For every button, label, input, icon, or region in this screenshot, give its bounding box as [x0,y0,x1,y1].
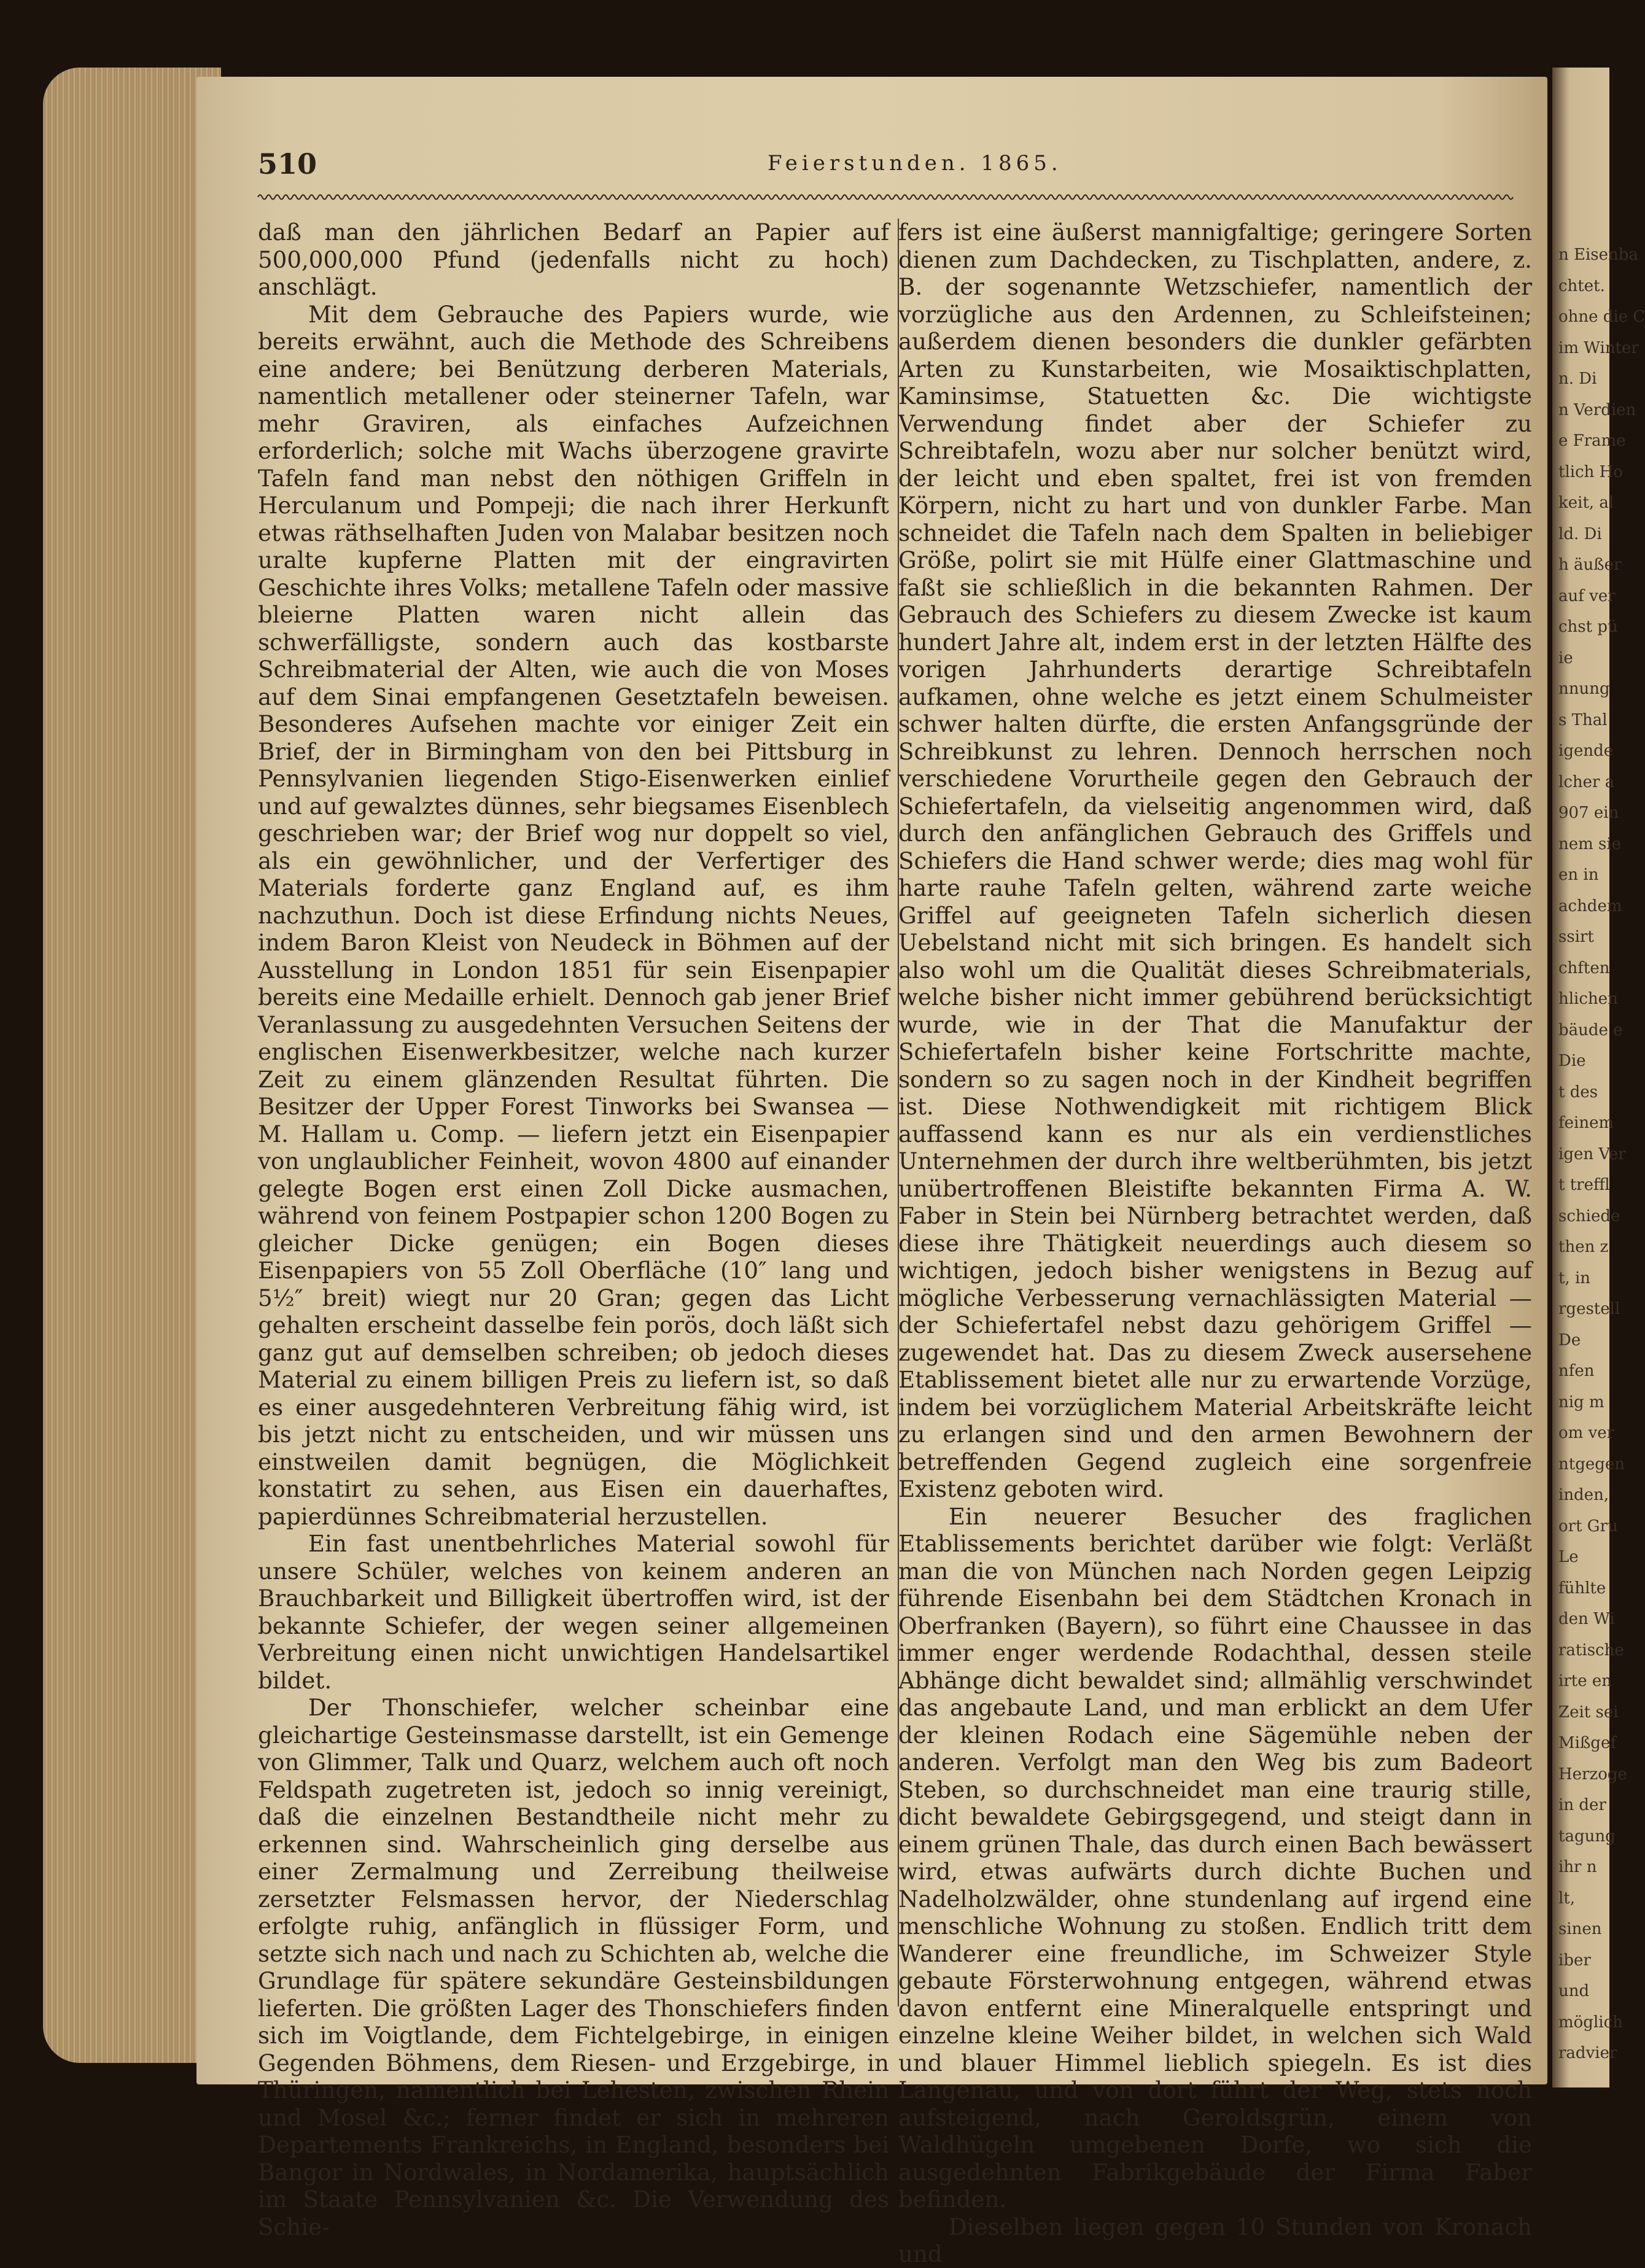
next-page-fragment: om ver [1558,1424,1615,1442]
paragraph: Mit dem Gebrauche des Papiers wurde, wie bereits erwähnt, auch die Methode des Schreibens eine andere; bei Benützung derberen Materials, namentlich metallener oder steinerner Tafeln, war mehr Graviren, als einfaches Aufzeichnen erforderlich; solche mit Wachs überzogene gravirte Tafeln fand man nebst den nöthigen Griffeln in Herculanum und Pompeji; die nach ihrer Herkunft etwas räthselhaften Juden von Malabar besitzen noch uralte kupferne Platten mit der eingravirten Geschichte ihres Volks; metallene Tafeln oder massive bleierne Platten waren nicht allein das schwerfälligste, sondern auch das kostbarste Schreibmaterial der Alten, wie auch die von Moses auf dem Sinai empfangenen Gesetztafeln beweisen. Besonderes Aufsehen machte vor einiger Zeit ein Brief, der in Birmingham von den bei Pittsburg in Pennsylvanien liegenden Stigo-Eisenwerken einlief und auf gewalztes dünnes, sehr biegsames Eisenblech geschrieben war; der Brief wog nur doppelt so viel, als ein gewöhnlicher, und der Verfertiger des Materials forderte ganz England auf, es ihm nachzuthun. Doch ist diese Erfindung nichts Neues, indem Baron Kleist von Neudeck in Böhmen auf der Ausstellung in London 1851 für sein Eisenpapier bereits eine Medaille erhielt. Dennoch gab jener Brief Veranlassung zu ausgedehnten Versuchen Seitens der englischen Eisenwerkbesitzer, welche nach kurzer Zeit zu einem glänzenden Resultat führten. Die Besitzer der Upper Forest Tinworks bei Swansea — M. Hallam u. Comp. — liefern jetzt ein Eisenpapier von unglaublicher Feinheit, wovon 4800 auf einander gelegte Bogen erst einen Zoll Dicke ausmachen, während von feinem Postpapier schon 1200 Bogen zu gleicher Dicke genügen; ein Bogen dieses Eisenpapiers von 55 Zoll Oberfläche (10″ lang und 5½″ breit) wiegt nur 20 Gran; gegen das Licht gehalten erscheint dasselbe fein porös, doch läßt sich ganz gut auf demselben schreiben; ob jedoch dieses Material zu einem billigen Preis zu liefern ist, so daß es einer ausgedehnteren Verbreitung fähig wird, ist bis jetzt nicht zu entscheiden, und wir müssen uns einstweilen damit begnügen, die Möglichkeit konstatirt zu sehen, aus Eisen ein dauerhaftes, papierdünnes Schreibmaterial herzustellen. [258,300,889,1530]
text-column-left [258,219,889,2240]
next-page-fragment: tlich Ho [1558,462,1623,481]
next-page-fragment: nnung [1558,680,1610,698]
next-page-fragment: achdem [1558,896,1622,915]
next-page-fragment: n Verdien [1558,400,1636,419]
next-page-fragment: nig m [1558,1392,1604,1412]
next-page-fragment: inden, [1558,1486,1609,1504]
next-page-fragment: s Thal [1558,710,1608,729]
next-page-fragment: nfen [1558,1362,1595,1380]
paragraph: Ein fast unentbehrliches Material sowohl für unsere Schüler, welches von keinem anderen an Brauchbarkeit und Billigkeit übertroffen wird, ist der bekannte Schiefer, der wegen seiner allgemeinen Verbreitung einen nicht unwichtigen Handelsartikel bildet. [258,1530,889,1694]
text-column-right [898,219,1532,2268]
next-page-fragment: sinen [1558,1920,1602,1938]
next-page-fragment: h äußer [1558,556,1622,574]
next-page-fragment: auf ver [1558,586,1616,605]
next-page-fragment: schiede [1558,1206,1620,1225]
next-page-fragment: und [1558,1982,1590,2000]
next-page-fragment: iber [1558,1951,1591,1970]
next-page-fragment: tagung [1558,1827,1616,1846]
next-page-fragment: irte en [1558,1672,1612,1690]
paragraph: daß man den jährlichen Bedarf an Papier auf 500,000,000 Pfund (jedenfalls nicht zu hoch) anschlägt. [258,219,889,300]
next-page-fragment: igen Ver [1558,1144,1626,1163]
paragraph: Ein neuerer Besucher des fraglichen Etablissements berichtet darüber wie folgt: Verläßt man die von München nach Norden gegen Leipzig führende Eisenbahn bei dem Städtchen Kronach in Oberfranken (Bayern), so führt eine Chaussee in das immer enger werdende Rodachthal, dessen steile Abhänge dicht bewaldet sind; allmählig verschwindet das angebaute Land, und man erblickt an dem Ufer der kleinen Rodach eine Sägemühle neben der anderen. Verfolgt man den Weg bis zum Badeort Steben, so durchschneidet man eine traurig stille, dicht bewaldete Gebirgsgegend, und steigt dann in einem grünen Thale, das durch einen Bach bewässert wird, etwas aufwärts durch dichte Buchen und Nadelholzwälder, ohne stundenlang auf irgend eine menschliche Wohnung zu stoßen. Endlich tritt dem Wanderer eine freundliche, im Schweizer Style gebaute Försterwohnung entgegen, während etwas davon entfernt eine Mineralquelle entspringt und einzelne kleine Weiher bildet, in welchen sich Wald und blauer Himmel lieblich spiegeln. Es ist dies Langenau, und von dort führt der Weg, stets noch aufsteigend, nach Geroldsgrün, einem von Waldhügeln umgebenen Dorfe, wo sich die ausgedehnten Fabrikgebäude der Firma Faber befinden. [898,1502,1532,2213]
next-page-fragment: chst pü [1558,618,1618,636]
next-page-fragment: igende [1558,742,1614,760]
next-page-fragment: t treffl [1558,1176,1610,1194]
next-page-fragment: Zeit sei [1558,1703,1619,1722]
next-page-fragment: lcher a [1558,772,1615,791]
next-page-fragment: ihr n [1558,1858,1597,1876]
book-page-edges [43,68,221,2063]
next-page-fragment: hlichen [1558,990,1618,1008]
page-number: 510 [258,147,317,181]
next-page-fragment: ld. Di [1558,524,1602,543]
next-page-fragment: im Winter [1558,338,1639,357]
next-page-fragment: Herzoge [1558,1765,1627,1784]
next-page-fragment: feinem [1558,1114,1614,1132]
next-page-fragment: in der [1558,1796,1606,1814]
next-page-fragment: ohne die C [1558,308,1645,326]
paragraph: Dieselben liegen gegen 10 Stunden von Kronach und [898,2213,1532,2267]
next-page-fragment: en in [1558,866,1599,884]
next-page-fragment: ie [1558,648,1573,667]
next-page-fragment: Die [1558,1052,1586,1070]
next-page-fragment: bäude e [1558,1020,1623,1039]
next-page-fragment: t des [1558,1082,1598,1101]
next-page-fragment: De [1558,1330,1581,1350]
page-header [258,147,1511,190]
next-page-fragment: nem sie [1558,834,1622,853]
header-wavy-rule [258,190,1511,204]
next-page-fragment: Le [1558,1548,1579,1566]
paragraph: fers ist eine äußerst mannigfaltige; geringere Sorten dienen zum Dachdecken, zu Tischplatten, andere, z. B. der sogenannte Wetzschiefer, namentlich der vorzügliche aus den Ardennen, zu Schleifsteinen; außerdem dienen besonders die dunkler gefärbten Arten zu Kunstarbeiten, wie Mosaiktischplatten, Kaminsimse, Statuetten &c. Die wichtigste Verwendung findet aber der Schiefer zu Schreibtafeln, wozu aber nur solcher benützt wird, der leicht und eben spaltet, frei ist von fremden Körpern, nicht zu hart und von dunkler Farbe. Man schneidet die Tafeln nach dem Spalten in beliebiger Größe, polirt sie mit Hülfe einer Glattmaschine und faßt sie schließlich in die bekannten Rahmen. Der Gebrauch des Schiefers zu diesem Zwecke ist kaum hundert Jahre alt, indem erst in der letzten Hälfte des vorigen Jahrhunderts derartige Schreibtafeln aufkamen, ohne welche es jetzt einem Schulmeister schwer halten dürfte, die ersten Anfangsgründe der Schreibkunst zu lehren. Dennoch herrschen noch verschiedene Vorurtheile gegen den Gebrauch der Schiefertafeln, da vielseitig angenommen wird, daß durch den anfänglichen Gebrauch des Griffels und Schiefers die Hand schwer werde; dies mag wohl für harte rauhe Tafeln gelten, während zarte weiche Griffel auf geeigneten Tafeln sicherlich diesen Uebelstand nicht mit sich bringen. Es handelt sich also wohl um die Qualität dieses Schreibmaterials, welche bisher nicht immer gebührend berücksichtigt wurde, wie in der That die Manufaktur der Schiefertafeln bisher keine Fortschritte machte, sondern so zu sagen noch in der Kindheit begriffen ist. Diese Nothwendigkeit mit richtigem Blick auffassend kann es nur als ein verdienstliches Unternehmen der durch ihre weltberühmten, bis jetzt unübertroffenen Bleistifte bekannten Firma A. W. Faber in Stein bei Nürnberg betrachtet werden, daß diese ihre Thätigkeit neuerdings auch diesem so wichtigen, jedoch bisher wenigstens in Bezug auf mögliche Verbesserung vernachlässigten Material — der Schiefertafel nebst dazu gehörigem Griffel — zugewendet hat. Das zu diesem Zweck ausersehene Etablissement bietet alle nur zu erwartende Vorzüge, indem bei vorzüglichem Material Arbeitskräfte leicht zu erlangen sind und den armen Bewohnern der betreffenden Gegend zugleich eine sorgenfreie Existenz geboten wird. [898,219,1532,1502]
next-page-fragment: fühlte [1558,1579,1606,1598]
next-page-fragment: Mißgef [1558,1734,1616,1752]
next-page-fragment: lt, [1558,1889,1576,1908]
paragraph: Der Thonschiefer, welcher scheinbar eine gleichartige Gesteinsmasse darstellt, ist ein Gemenge von Glimmer, Talk und Quarz, welchem auch oft noch Feldspath zugetreten ist, jedoch so innig vereinigt, daß die einzelnen Bestandtheile nicht mehr zu erkennen sind. Wahrscheinlich ging derselbe aus einer Zermalmung und Zerreibung theilweise zersetzter Felsmassen hervor, der Niederschlag erfolgte ruhig, anfänglich in flüssiger Form, und setzte sich nach und nach zu Schichten ab, welche die Grundlage für spätere sekundäre Gesteinsbildungen lieferten. Die größten Lager des Thonschiefers finden sich im Voigtlande, dem Fichtelgebirge, in einigen Gegenden Böhmens, dem Riesen- und Erzgebirge, in Thüringen, namentlich bei Lehesten, zwischen Rhein und Mosel &c.; ferner findet er sich in mehreren Departements Frankreichs, in England, besonders bei Bangor in Nordwales, in Nordamerika, hauptsächlich im Staate Pennsylvanien &c. Die Verwendung des Schie- [258,1694,889,2240]
next-page-fragment: keit, al [1558,494,1614,512]
next-page-fragment: e Frame [1558,432,1626,450]
next-page-fragment: chften [1558,958,1610,977]
next-page-edge [1552,68,1645,2087]
next-page-fragment: chtet. [1558,276,1605,295]
next-page-fragment: ratische [1558,1641,1624,1660]
next-page-fragment: ssirt [1558,928,1594,946]
next-page-fragment: den Wi [1558,1610,1615,1628]
next-page-fragment: ntgegen [1558,1454,1625,1474]
running-title: Feierstunden. 1865. [768,151,1062,176]
next-page-fragment: n Eisenba [1558,246,1638,264]
next-page-fragment: radvier [1558,2044,1617,2062]
next-page-fragment: 907 ein [1558,804,1619,822]
next-page-fragment: then z [1558,1238,1609,1256]
next-page-fragment: ort Gru [1558,1517,1618,1536]
next-page-fragment: möglich [1558,2013,1623,2032]
next-page-fragment: n. Di [1558,370,1597,388]
next-page-fragment: t, in [1558,1268,1591,1287]
next-page-fragment: rgestell [1558,1300,1620,1318]
